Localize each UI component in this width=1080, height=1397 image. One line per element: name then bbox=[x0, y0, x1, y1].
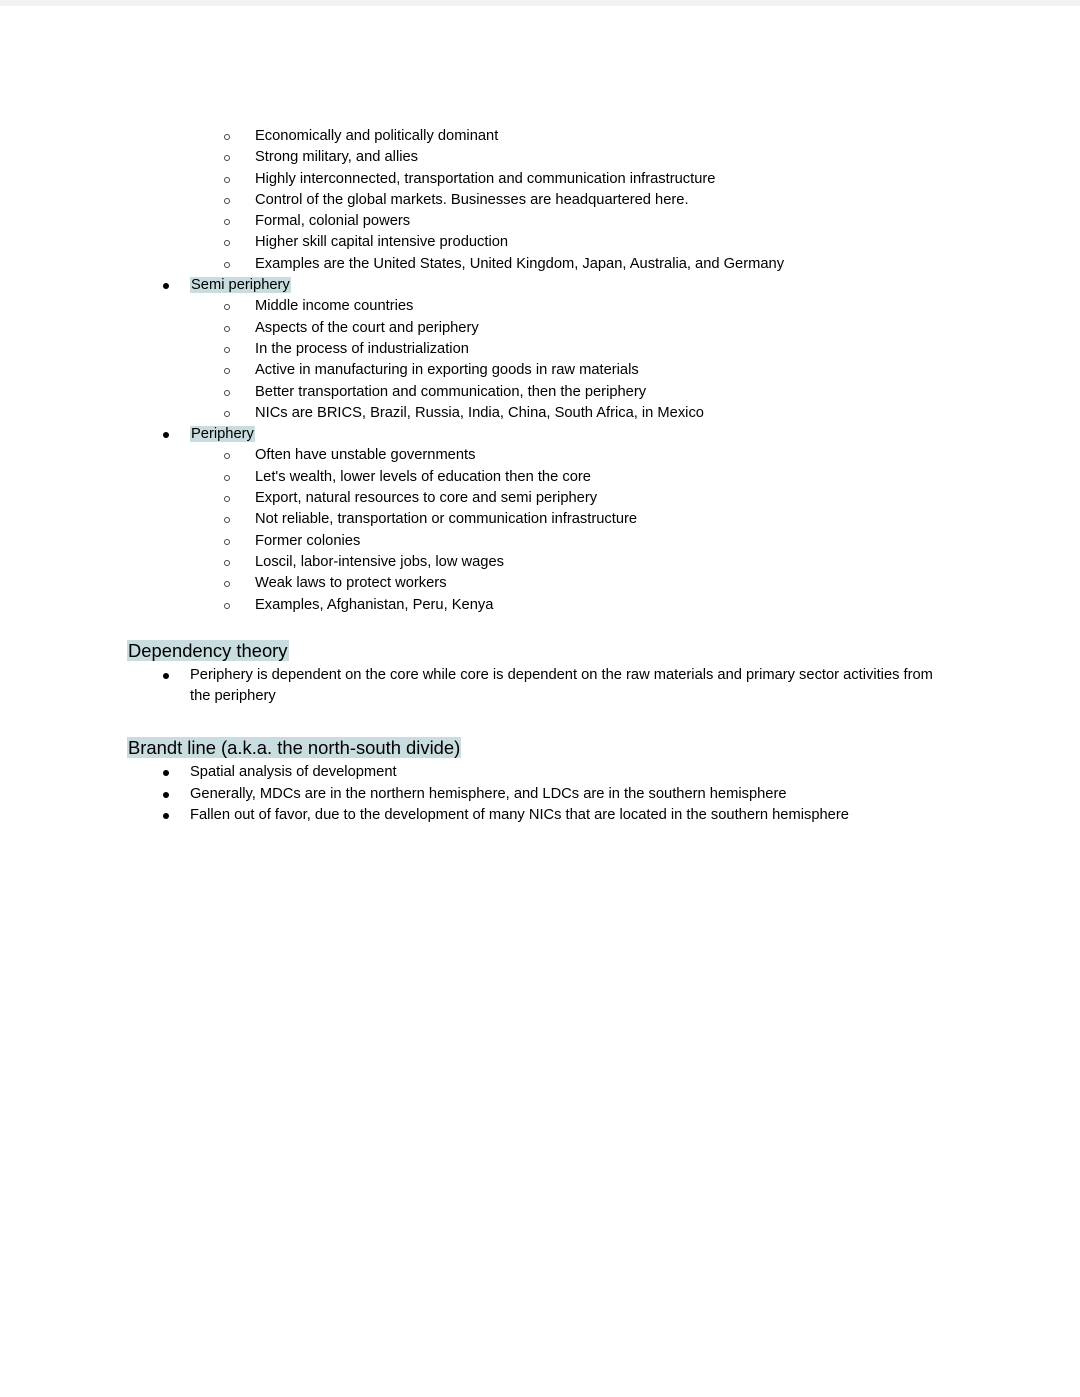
section-heading-brandt-line bbox=[127, 735, 955, 760]
list-item-text: Examples, Afghanistan, Peru, Kenya bbox=[255, 596, 494, 613]
bullet-dot-icon bbox=[163, 770, 169, 776]
bullet-circle-icon bbox=[224, 581, 230, 587]
list-item bbox=[127, 531, 955, 552]
bullet-circle-icon bbox=[224, 304, 230, 310]
bullet-circle-icon bbox=[224, 411, 230, 417]
list-item-periphery bbox=[127, 424, 955, 445]
list-item bbox=[127, 509, 955, 530]
list-item-text: Let's wealth, lower levels of education then the core bbox=[255, 468, 591, 485]
list-item-text bbox=[190, 424, 255, 445]
bullet-dot-icon bbox=[163, 813, 169, 819]
list-item-text: Weak laws to protect workers bbox=[255, 575, 447, 592]
highlighted-term: Periphery bbox=[191, 426, 254, 443]
list-item-text: Strong military, and allies bbox=[255, 149, 418, 166]
list-item bbox=[127, 232, 955, 253]
highlighted-heading-text: Dependency theory bbox=[128, 639, 288, 661]
bullet-circle-icon bbox=[224, 560, 230, 566]
bullet-dot-icon bbox=[163, 792, 169, 798]
list-item-text: Higher skill capital intensive production bbox=[255, 234, 509, 251]
bullet-circle-icon bbox=[224, 390, 230, 396]
list-item bbox=[127, 805, 955, 826]
bullet-circle-icon bbox=[224, 368, 230, 374]
list-item bbox=[127, 488, 955, 509]
list-item bbox=[127, 595, 955, 616]
list-item-text: Generally, MDCs are in the northern hemisphere, and LDCs are in the southern hemisphere bbox=[190, 785, 787, 802]
list-item-text: Spatial analysis of development bbox=[190, 764, 397, 781]
list-item bbox=[127, 169, 955, 190]
bullet-circle-icon bbox=[224, 326, 230, 332]
list-item-text: Examples are the United States, United Kingdom, Japan, Australia, and Germany bbox=[255, 255, 785, 272]
bullet-circle-icon bbox=[224, 155, 230, 161]
list-item bbox=[127, 211, 955, 232]
bullet-circle-icon bbox=[224, 240, 230, 246]
list-item-text: Formal, colonial powers bbox=[255, 213, 411, 230]
bullet-dot-icon bbox=[163, 432, 169, 438]
list-item-text bbox=[190, 275, 291, 296]
list-item-text: In the process of industrialization bbox=[255, 340, 469, 357]
bullet-circle-icon bbox=[224, 453, 230, 459]
list-item bbox=[127, 296, 955, 317]
list-item bbox=[127, 190, 955, 211]
bullet-circle-icon bbox=[224, 198, 230, 204]
document-content bbox=[0, 6, 1080, 826]
bullet-circle-icon bbox=[224, 177, 230, 183]
list-item-text: Fallen out of favor, due to the development of many NICs that are located in the southern hemisphere bbox=[190, 807, 849, 824]
list-item-text: Middle income countries bbox=[255, 298, 414, 315]
list-item bbox=[127, 403, 955, 424]
list-item-text: NICs are BRICS, Brazil, Russia, India, China, South Africa, in Mexico bbox=[255, 404, 704, 421]
bullet-dot-icon bbox=[163, 283, 169, 289]
list-item bbox=[127, 339, 955, 360]
highlighted-term: Semi periphery bbox=[191, 277, 290, 294]
list-item bbox=[127, 467, 955, 488]
list-item bbox=[127, 784, 955, 805]
list-item-text: Better transportation and communication, then the periphery bbox=[255, 383, 647, 400]
list-item bbox=[127, 382, 955, 403]
bullet-circle-icon bbox=[224, 539, 230, 545]
bullet-circle-icon bbox=[224, 262, 230, 268]
section-heading-dependency-theory bbox=[127, 638, 955, 663]
list-item bbox=[127, 573, 955, 594]
list-item bbox=[127, 665, 955, 708]
list-item-text: Not reliable, transportation or communication infrastructure bbox=[255, 511, 638, 528]
list-item-text: Periphery is dependent on the core while core is dependent on the raw materials and primary sector activities from the periphery bbox=[190, 666, 933, 705]
list-item bbox=[127, 762, 955, 783]
list-item-text: Economically and politically dominant bbox=[255, 128, 499, 144]
bullet-dot-icon bbox=[163, 673, 169, 679]
bullet-circle-icon bbox=[224, 496, 230, 502]
bullet-circle-icon bbox=[224, 347, 230, 353]
list-item bbox=[127, 318, 955, 339]
list-item bbox=[127, 126, 955, 147]
list-item-text: Often have unstable governments bbox=[255, 447, 476, 464]
list-item-text: Loscil, labor-intensive jobs, low wages bbox=[255, 553, 504, 570]
bullet-circle-icon bbox=[224, 517, 230, 523]
list-item-text: Export, natural resources to core and semi periphery bbox=[255, 490, 598, 507]
list-item bbox=[127, 360, 955, 381]
bullet-circle-icon bbox=[224, 134, 230, 140]
list-item-text: Aspects of the court and periphery bbox=[255, 319, 479, 336]
list-item bbox=[127, 147, 955, 168]
list-item-text: Control of the global markets. Businesses are headquartered here. bbox=[255, 191, 689, 208]
list-item bbox=[127, 552, 955, 573]
list-item-text: Highly interconnected, transportation and communication infrastructure bbox=[255, 170, 716, 187]
list-item-text: Former colonies bbox=[255, 532, 361, 549]
bullet-circle-icon bbox=[224, 603, 230, 609]
bullet-circle-icon bbox=[224, 475, 230, 481]
list-item-text: Active in manufacturing in exporting goods in raw materials bbox=[255, 362, 639, 379]
bullet-circle-icon bbox=[224, 219, 230, 225]
list-item bbox=[127, 445, 955, 466]
list-item-semi-periphery bbox=[127, 275, 955, 296]
list-item bbox=[127, 254, 955, 275]
highlighted-heading-text: Brandt line (a.k.a. the north-south divide) bbox=[128, 737, 461, 759]
